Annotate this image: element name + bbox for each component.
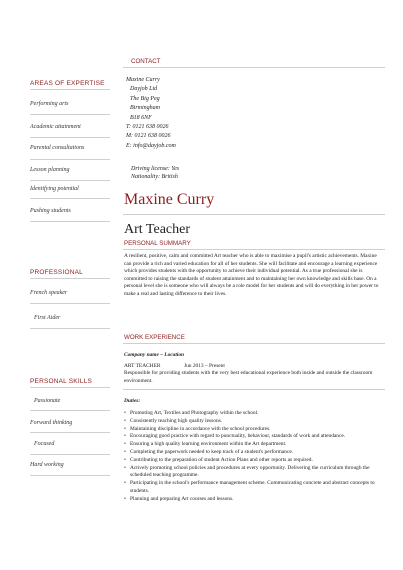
job-dates: Jun 2013 – Present	[184, 363, 225, 369]
area-item: Performing arts	[30, 101, 69, 107]
area-item: Pushing students	[30, 208, 71, 214]
area-item: Lesson planning	[30, 167, 70, 173]
divider	[123, 249, 385, 250]
contact-company: Dayjob Ltd	[130, 86, 158, 93]
divider	[30, 159, 110, 160]
contact-telephone: T: 0121 638 0026	[126, 124, 169, 131]
nationality: Nationality: British	[131, 174, 178, 180]
duty-item: • Consistently teaching high quality lessons.	[124, 418, 382, 426]
divider	[123, 389, 385, 390]
duties-list	[124, 410, 382, 504]
skills-heading: PERSONAL SKILLS	[30, 378, 93, 385]
divider	[30, 221, 110, 222]
professional-item: First Aider	[34, 315, 61, 321]
divider	[123, 214, 385, 215]
contact-postcode: B18 6NF	[130, 114, 152, 121]
contact-heading: CONTACT	[131, 58, 161, 65]
divider	[30, 387, 110, 388]
job-role: ART TEACHER	[124, 363, 161, 369]
divider	[30, 278, 110, 279]
candidate-name: Maxine Curry	[124, 191, 215, 208]
divider	[30, 114, 110, 115]
driving-license: Driving license: Yes	[131, 166, 180, 172]
work-heading: WORK EXPERIENCE	[124, 334, 185, 341]
contact-street: The Big Peg	[130, 95, 160, 102]
divider	[30, 198, 110, 199]
contact-email[interactable]: E: info@dayjob.com	[126, 142, 176, 149]
summary-text: A resilient, positive, calm and committed Art teacher who is able to maximise a pupil's artistic achievements. Maxine can provide a rich and varied education for all of her students. She will facilitate and encourage a learning experience which provides students with the opportunity to achieve their individual potential. As a true professional she is committed to raising the standards of student attainment and to maintaining her own knowledge and skills base. On a personal level she is someone who will always be a role model for her students and will do everything in her power to make a real and lasting difference to their lives.	[124, 253, 379, 297]
job-title: Art Teacher	[124, 222, 191, 237]
duty-item: • Actively promoting school policies and procedures at every opportunity. Delivering the curriculum through the scheduled teaching programme.	[124, 465, 382, 481]
divider	[123, 67, 385, 68]
skill-item: Passionate	[34, 398, 61, 404]
divider	[30, 137, 110, 138]
professional-heading: PROFESSIONAL	[30, 269, 83, 276]
summary-heading: PERSONAL SUMMARY	[124, 240, 191, 247]
divider	[30, 410, 110, 411]
divider	[30, 180, 110, 181]
skill-item: Focused	[34, 441, 55, 447]
duty-item: • Participating in the school's performance management scheme. Communicating concrete and abstract concepts to students.	[124, 480, 382, 496]
duty-item: • Contributing to the preparation of student Action Plans and other reports as required.	[124, 457, 382, 465]
area-item: Academic attainment	[30, 124, 81, 130]
divider	[30, 475, 110, 476]
duty-item: • Promoting Art, Textiles and Photography within the school.	[124, 410, 382, 418]
area-item: Parental consultations	[30, 145, 85, 151]
contact-city: Birmingham	[130, 105, 160, 112]
duty-item: • Maintaining discipline in accordance with the school procedures.	[124, 426, 382, 434]
contact-name: Maxine Curry	[126, 77, 160, 83]
duty-item: • Encouraging good practice with regard to punctuality, behaviour, standards of work and attendance.	[124, 433, 382, 441]
divider	[30, 303, 110, 304]
skill-item: Hard working	[30, 462, 64, 468]
duty-item: • Planning and preparing Art courses and lessons.	[124, 496, 382, 504]
duties-heading: Duties:	[124, 398, 141, 404]
divider	[123, 343, 385, 344]
divider	[30, 89, 110, 90]
area-item: Identifying potential	[30, 186, 79, 192]
job-description: Responsible for providing students with the very best educational experience both inside and outside the classroom environment.	[124, 370, 373, 384]
duty-item: • Ensuring a high quality learning environment within the Art department.	[124, 441, 382, 449]
areas-heading: AREAS OF EXPERTISE	[30, 80, 105, 87]
divider	[30, 454, 110, 455]
divider	[30, 328, 110, 329]
duties-list-container	[124, 410, 382, 504]
divider	[30, 432, 110, 433]
professional-item: French speaker	[30, 290, 68, 296]
company-name: Company name – Location	[124, 352, 185, 358]
duty-item: • Completing the paperwork needed to keep track of a student's performance.	[124, 449, 382, 457]
skill-item: Forward thinking	[30, 420, 73, 426]
contact-mobile: M: 0121 638 0026	[126, 133, 171, 140]
contact-block	[126, 76, 326, 151]
